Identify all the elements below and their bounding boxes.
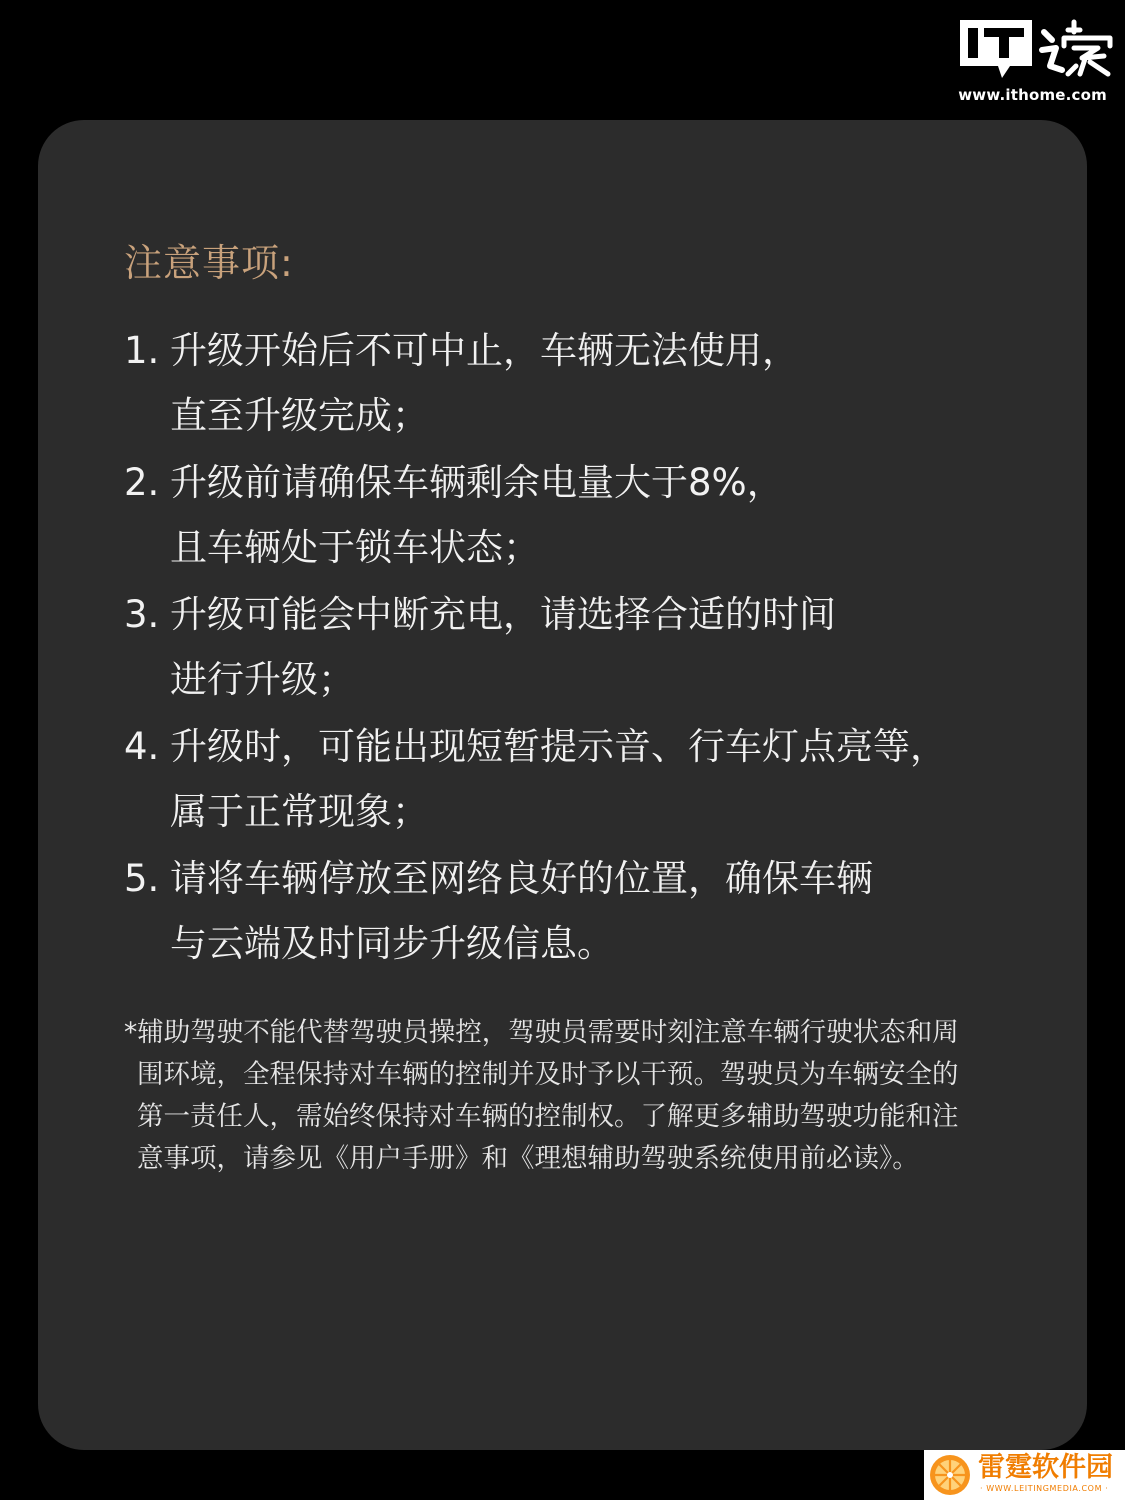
item-body <box>170 318 799 448</box>
item-line: 与云端及时同步升级信息。 <box>170 922 614 965</box>
notice-item <box>124 450 947 580</box>
disclaimer-line: 围环境，全程保持对车辆的控制并及时予以干预。驾驶员为车辆安全的 <box>137 1059 959 1090</box>
item-line: 升级开始后不可中止，车辆无法使用， <box>170 329 799 372</box>
item-line: 属于正常现象； <box>170 790 429 833</box>
item-number: 3. <box>124 593 160 636</box>
notice-item <box>124 714 947 844</box>
item-line: 进行升级； <box>170 658 355 701</box>
item-line: 直至升级完成； <box>170 394 429 437</box>
item-body <box>170 450 784 580</box>
item-number: 1. <box>124 329 160 372</box>
item-number: 4. <box>124 725 160 768</box>
item-number: 5. <box>124 857 160 900</box>
item-line: 升级可能会中断充电，请选择合适的时间 <box>170 593 836 636</box>
notice-card <box>38 120 1087 1450</box>
disclaimer-line: 意事项，请参见《用户手册》和《理想辅助驾驶系统使用前必读》。 <box>137 1143 919 1174</box>
notice-item <box>124 846 947 976</box>
leiting-watermark <box>924 1450 1125 1500</box>
disclaimer-line: *辅助驾驶不能代替驾驶员操控，驾驶员需要时刻注意车辆行驶状态和周 <box>124 1017 959 1048</box>
orange-slice-icon <box>928 1453 972 1497</box>
notice-item <box>124 582 947 712</box>
disclaimer-text <box>124 1012 1024 1180</box>
notice-item <box>124 318 947 448</box>
leiting-url: · WWW.LEITINGMEDIA.COM · <box>980 1484 1109 1493</box>
item-body <box>170 582 836 712</box>
item-number: 2. <box>124 461 160 504</box>
leiting-name: 雷霆软件园 <box>978 1452 1113 1483</box>
ithome-url: www.ithome.com <box>958 86 1107 104</box>
item-body <box>170 714 947 844</box>
notice-title: 注意事项: <box>124 241 294 285</box>
item-line: 升级时，可能出现短暂提示音、行车灯点亮等， <box>170 725 947 768</box>
disclaimer-line: 第一责任人，需始终保持对车辆的控制权。了解更多辅助驾驶功能和注 <box>137 1101 959 1132</box>
item-body <box>170 846 873 976</box>
item-line: 请将车辆停放至网络良好的位置，确保车辆 <box>170 857 873 900</box>
item-line: 且车辆处于锁车状态； <box>170 526 540 569</box>
item-line: 升级前请确保车辆剩余电量大于8%， <box>170 461 784 504</box>
notice-list <box>124 318 947 978</box>
ithome-logo-icon <box>958 18 1118 82</box>
